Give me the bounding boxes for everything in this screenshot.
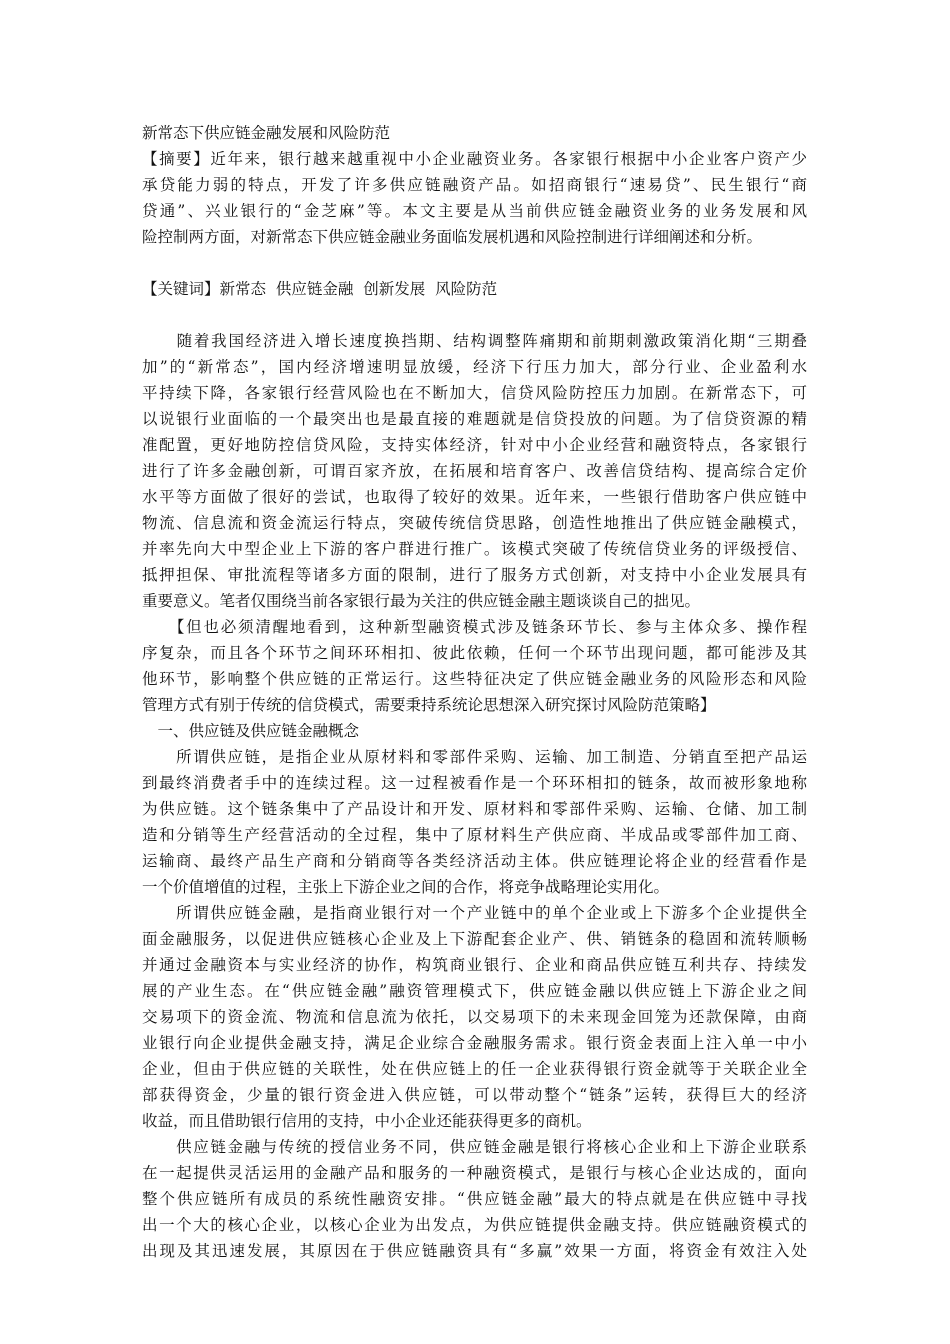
abstract-line: 【摘要】近年来，银行越来越重视中小企业融资业务。各家银行根据中小企业客户资产少 — [142, 150, 807, 168]
paragraph-line: 在一起提供灵活运用的金融产品和服务的一种融资模式，是银行与核心企业达成的，面向 — [142, 1164, 807, 1182]
section-heading: 一、供应链及供应链金融概念 — [142, 722, 360, 740]
paragraph-line: 为供应链。这个链条集中了产品设计和开发、原材料和零部件采购、运输、仓储、加工制 — [142, 800, 807, 818]
paragraph-line: 部获得资金，少量的银行资金进入供应链，可以带动整个“链条”运转，获得巨大的经济 — [142, 1086, 807, 1104]
abstract-line: 贷通”、兴业银行的“金芝麻”等。本文主要是从当前供应链金融资业务的业务发展和风 — [142, 202, 807, 220]
paragraph-line: 抵押担保、审批流程等诸多方面的限制，进行了服务方式创新，对支持中小企业发展具有 — [142, 566, 807, 584]
paragraph-line: 整个供应链所有成员的系统性融资安排。“供应链金融”最大的特点就是在供应链中寻找 — [142, 1190, 807, 1208]
paragraph-line: 所谓供应链，是指企业从原材料和零部件采购、运输、加工制造、分销直至把产品运 — [142, 748, 807, 766]
paragraph-line: 平持续下降，各家银行经营风险也在不断加大，信贷风险防控压力加剧。在新常态下，可 — [142, 384, 807, 402]
paragraph-line: 造和分销等生产经营活动的全过程，集中了原材料生产供应商、半成品或零部件加工商、 — [142, 826, 807, 844]
paragraph-line: 面金融服务，以促进供应链核心企业及上下游配套企业产、供、销链条的稳固和流转顺畅 — [142, 930, 807, 948]
abstract-line: 承贷能力弱的特点，开发了许多供应链融资产品。如招商银行“速易贷”、民生银行“商 — [142, 176, 807, 194]
paragraph-line: 展的产业生态。在“供应链金融”融资管理模式下，供应链金融以供应链上下游企业之间 — [142, 982, 807, 1000]
paragraph-line: 【但也必须清醒地看到，这种新型融资模式涉及链条环节长、参与主体众多、操作程 — [142, 618, 807, 636]
paragraph-intro — [142, 328, 807, 614]
paragraph-line: 到最终消费者手中的连续过程。这一过程被看作是一个环环相扣的链条，故而被形象地称 — [142, 774, 807, 792]
paragraph-line: 业银行向企业提供金融支持，满足企业综合金融服务需求。银行资金表面上注入单一中小 — [142, 1034, 807, 1052]
paragraph-line: 他环节，影响整个供应链的正常运行。这些特征决定了供应链金融业务的风险形态和风险 — [142, 670, 807, 688]
paragraph-caution — [142, 614, 807, 718]
abstract-block — [142, 146, 807, 250]
paragraph-line: 随着我国经济进入增长速度换挡期、结构调整阵痛期和前期刺激政策消化期“三期叠 — [142, 332, 807, 350]
paragraph-line: 物流、信息流和资金流运行特点，突破传统信贷思路，创造性地推出了供应链金融模式， — [142, 514, 807, 532]
paragraph-line: 准配置，更好地防控信贷风险，支持实体经济，针对中小企业经营和融资特点，各家银行 — [142, 436, 807, 454]
paragraph-line: 以说银行业面临的一个最突出也是最直接的难题就是信贷投放的问题。为了信贷资源的精 — [142, 410, 807, 428]
paragraph-line: 水平等方面做了很好的尝试，也取得了较好的效果。近年来，一些银行借助客户供应链中 — [142, 488, 807, 506]
paragraph-line: 运输商、最终产品生产商和分销商等各类经济活动主体。供应链理论将企业的经营看作是 — [142, 852, 807, 870]
paragraph-line: 加”的“新常态”，国内经济增速明显放缓，经济下行压力加大，部分行业、企业盈利水 — [142, 358, 807, 376]
spacer — [142, 302, 807, 328]
paragraph-line: 重要意义。笔者仅围绕当前各家银行最为关注的供应链金融主题谈谈自己的拙见。 — [142, 592, 701, 610]
paragraph-comparison — [142, 1134, 807, 1264]
paragraph-line: 供应链金融与传统的授信业务不同，供应链金融是银行将核心企业和上下游企业联系 — [142, 1138, 807, 1156]
document-title: 新常态下供应链金融发展和风险防范 — [142, 124, 391, 142]
paragraph-line: 并率先向大中型企业上下游的客户群进行推广。该模式突破了传统信贷业务的评级授信、 — [142, 540, 807, 558]
paragraph-line: 一个价值增值的过程，主张上下游企业之间的合作，将竞争战略理论实用化。 — [142, 878, 670, 896]
paragraph-supply-chain — [142, 744, 807, 900]
paragraph-line: 收益，而且借助银行信用的支持，中小企业还能获得更多的商机。 — [142, 1112, 592, 1130]
document-page — [142, 120, 807, 1264]
paragraph-line: 企业，但由于供应链的关联性，处在供应链上的任一企业获得银行资金就等于关联企业全 — [142, 1060, 807, 1078]
paragraph-line: 所谓供应链金融，是指商业银行对一个产业链中的单个企业或上下游多个企业提供全 — [142, 904, 807, 922]
paragraph-line: 出现及其迅速发展，其原因在于供应链融资具有“多赢”效果一方面，将资金有效注入处 — [142, 1242, 807, 1260]
paragraph-line: 出一个大的核心企业，以核心企业为出发点，为供应链提供金融支持。供应链融资模式的 — [142, 1216, 807, 1234]
paragraph-line: 管理方式有别于传统的信贷模式，需要秉持系统论思想深入研究探讨风险防范策略】 — [142, 696, 716, 714]
paragraph-supply-chain-finance — [142, 900, 807, 1134]
paragraph-line: 并通过金融资本与实业经济的协作，构筑商业银行、企业和商品供应链互利共存、持续发 — [142, 956, 807, 974]
paragraph-line: 进行了许多金融创新，可谓百家齐放，在拓展和培育客户、改善信贷结构、提高综合定价 — [142, 462, 807, 480]
paragraph-line: 序复杂，而且各个环节之间环环相扣、彼此依赖，任何一个环节出现问题，都可能涉及其 — [142, 644, 807, 662]
spacer — [142, 250, 807, 276]
keywords-line: 【关键词】新常态 供应链金融 创新发展 风险防范 — [142, 280, 498, 298]
paragraph-line: 交易项下的资金流、物流和信息流为依托，以交易项下的未来现金回笼为还款保障，由商 — [142, 1008, 807, 1026]
abstract-line: 险控制两方面，对新常态下供应链金融业务面临发展机遇和风险控制进行详细阐述和分析。 — [142, 228, 763, 246]
